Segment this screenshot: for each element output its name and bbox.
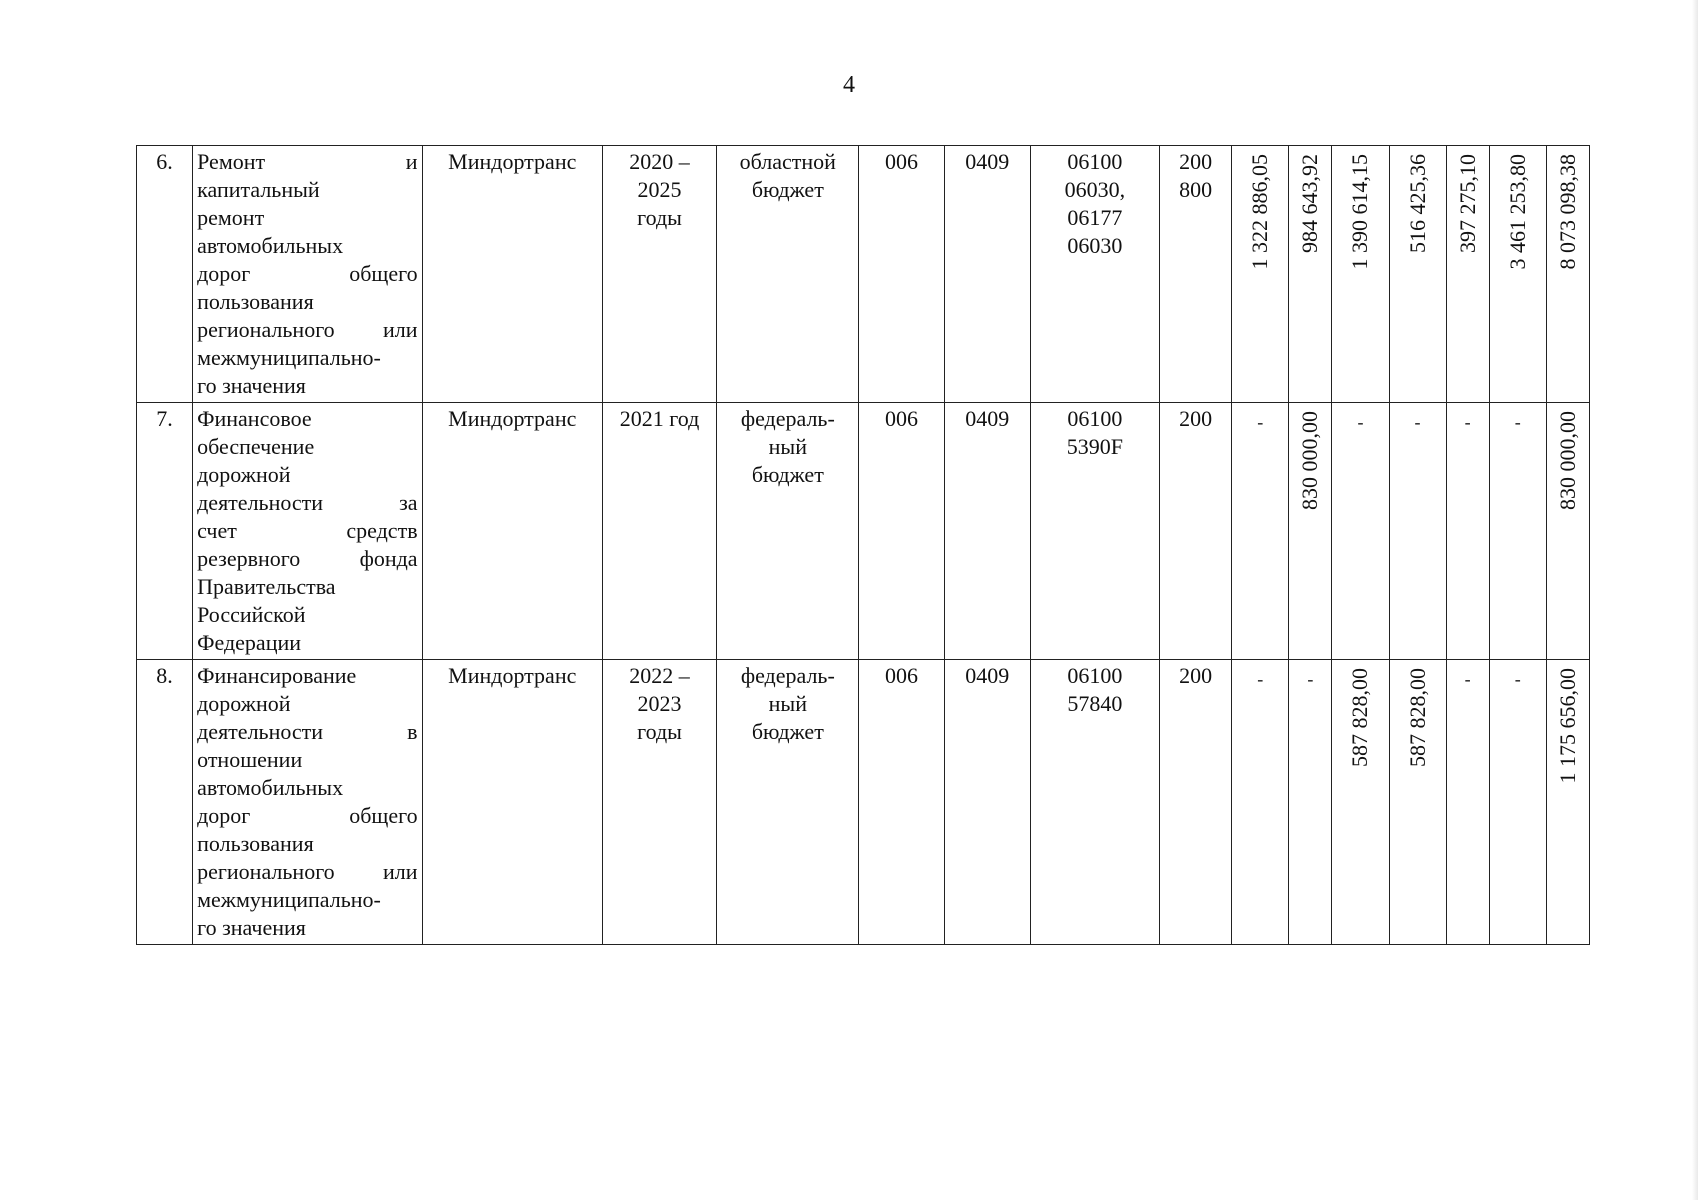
amount-cell xyxy=(1446,146,1489,403)
funding-source-cell xyxy=(717,660,859,945)
amount-value: 1 390 614,15 xyxy=(1347,154,1373,270)
funding-source-line: бюджет xyxy=(751,177,824,202)
amount-cell xyxy=(1232,403,1289,660)
amount-cell xyxy=(1289,146,1332,403)
vr-line: 200 xyxy=(1179,406,1213,431)
amount-value: 587 828,00 xyxy=(1347,668,1373,767)
period-line: 2020 – xyxy=(629,149,690,174)
period-cell xyxy=(602,146,716,403)
table-row xyxy=(137,403,1590,660)
csr-line: 06100 xyxy=(1067,663,1123,688)
amount-cell xyxy=(1446,660,1489,945)
event-name-line: межмуниципально- xyxy=(197,345,381,370)
amount-value: 3 461 253,80 xyxy=(1504,154,1530,270)
rzpr-cell: 0409 xyxy=(944,403,1030,660)
event-name-line: Финансирование xyxy=(197,663,357,688)
event-name-line: дорожной xyxy=(197,691,291,716)
amount-cell xyxy=(1332,146,1389,403)
empty-dash: - xyxy=(1514,412,1521,432)
event-name-line: го значения xyxy=(197,373,306,398)
period-line: 2021 год xyxy=(619,406,700,431)
amount-cell xyxy=(1446,403,1489,660)
empty-dash: - xyxy=(1357,412,1364,432)
funding-source-line: федераль- xyxy=(740,663,835,688)
vr-line: 800 xyxy=(1179,177,1213,202)
period-line: 2025 xyxy=(637,177,682,202)
empty-dash: - xyxy=(1464,412,1471,432)
executor-cell: Миндортранс xyxy=(422,146,602,403)
amount-cell xyxy=(1332,660,1389,945)
event-name-cell xyxy=(193,146,422,403)
event-name-line: регионального или xyxy=(197,317,418,342)
table-row xyxy=(137,660,1590,945)
event-name-cell xyxy=(193,660,422,945)
event-name-line: дорожной xyxy=(197,462,291,487)
amount-cell xyxy=(1489,403,1546,660)
amount-cell xyxy=(1389,146,1446,403)
csr-line: 06100 xyxy=(1067,406,1123,431)
amount-value: 1 175 656,00 xyxy=(1554,668,1580,784)
amount-value: 830 000,00 xyxy=(1297,411,1323,510)
period-line: 2023 xyxy=(637,691,682,716)
event-name-line: деятельности за xyxy=(197,490,418,515)
executor-cell: Миндортранс xyxy=(422,403,602,660)
amount-value: 984 643,92 xyxy=(1297,154,1323,253)
scan-edge xyxy=(1692,0,1698,1200)
event-name-line: пользования xyxy=(197,289,314,314)
row-number-cell: 6. xyxy=(137,146,193,403)
amount-cell xyxy=(1389,660,1446,945)
amount-cell xyxy=(1232,660,1289,945)
funding-source-line: федераль- xyxy=(740,406,835,431)
event-name-line: регионального или xyxy=(197,859,418,884)
vr-cell xyxy=(1160,403,1232,660)
funding-source-line: бюджет xyxy=(751,719,824,744)
row-number-cell: 7. xyxy=(137,403,193,660)
executor-cell: Миндортранс xyxy=(422,660,602,945)
event-name-line: Российской xyxy=(197,602,306,627)
event-name-line: пользования xyxy=(197,831,314,856)
empty-dash: - xyxy=(1257,412,1264,432)
funding-source-line: областной xyxy=(739,149,836,174)
amount-cell xyxy=(1489,660,1546,945)
funding-source-cell xyxy=(717,403,859,660)
empty-dash: - xyxy=(1257,669,1264,689)
event-name-line: Федерации xyxy=(197,630,302,655)
event-name-line: обеспечение xyxy=(197,434,315,459)
event-name-line: межмуниципально- xyxy=(197,887,381,912)
rzpr-cell: 0409 xyxy=(944,146,1030,403)
funding-source-cell xyxy=(717,146,859,403)
event-name-cell xyxy=(193,403,422,660)
empty-dash: - xyxy=(1307,669,1314,689)
amount-cell xyxy=(1489,146,1546,403)
grbs-cell: 006 xyxy=(859,146,944,403)
vr-line: 200 xyxy=(1179,663,1213,688)
csr-line: 06177 xyxy=(1067,205,1123,230)
funding-source-line: бюджет xyxy=(751,462,824,487)
vr-line: 200 xyxy=(1179,149,1213,174)
vr-cell xyxy=(1160,146,1232,403)
table-row xyxy=(137,146,1590,403)
event-name-line: дорог общего xyxy=(197,261,418,286)
amount-cell xyxy=(1289,660,1332,945)
amount-value: 830 000,00 xyxy=(1554,411,1580,510)
empty-dash: - xyxy=(1514,669,1521,689)
amount-value: 587 828,00 xyxy=(1404,668,1430,767)
amount-value: 1 322 886,05 xyxy=(1247,154,1273,270)
total-amount-cell xyxy=(1546,660,1589,945)
amount-value: 397 275,10 xyxy=(1454,154,1480,253)
period-line: годы xyxy=(637,719,682,744)
csr-cell xyxy=(1030,146,1159,403)
amount-value: 516 425,36 xyxy=(1404,154,1430,253)
empty-dash: - xyxy=(1414,412,1421,432)
event-name-line: капитальный xyxy=(197,177,320,202)
budget-table xyxy=(136,145,1590,945)
period-cell xyxy=(602,403,716,660)
grbs-cell: 006 xyxy=(859,403,944,660)
amount-cell xyxy=(1289,403,1332,660)
event-name-line: автомобильных xyxy=(197,775,344,800)
funding-source-line: ный xyxy=(768,691,807,716)
page-number: 4 xyxy=(843,72,855,98)
amount-cell xyxy=(1232,146,1289,403)
event-name-line: го значения xyxy=(197,915,306,940)
event-name-line: автомобильных xyxy=(197,233,344,258)
amount-cell xyxy=(1332,403,1389,660)
event-name-line: Ремонт и xyxy=(197,149,418,174)
amount-cell xyxy=(1389,403,1446,660)
empty-dash: - xyxy=(1464,669,1471,689)
event-name-line: дорог общего xyxy=(197,803,418,828)
grbs-cell: 006 xyxy=(859,660,944,945)
event-name-line: Финансовое xyxy=(197,406,312,431)
row-number-cell: 8. xyxy=(137,660,193,945)
csr-line: 5390F xyxy=(1066,434,1124,459)
period-line: годы xyxy=(637,205,682,230)
csr-line: 06100 xyxy=(1067,149,1123,174)
funding-source-line: ный xyxy=(768,434,807,459)
event-name-line: отношении xyxy=(197,747,303,772)
amount-value: 8 073 098,38 xyxy=(1554,154,1580,270)
vr-cell xyxy=(1160,660,1232,945)
rzpr-cell: 0409 xyxy=(944,660,1030,945)
csr-line: 06030 xyxy=(1067,233,1123,258)
total-amount-cell xyxy=(1546,403,1589,660)
event-name-line: резервного фонда xyxy=(197,546,418,571)
event-name-line: Правительства xyxy=(197,574,336,599)
csr-line: 57840 xyxy=(1067,691,1123,716)
csr-line: 06030, xyxy=(1064,177,1126,202)
total-amount-cell xyxy=(1546,146,1589,403)
csr-cell xyxy=(1030,660,1159,945)
event-name-line: ремонт xyxy=(197,205,265,230)
event-name-line: счет средств xyxy=(197,518,418,543)
period-line: 2022 – xyxy=(629,663,690,688)
period-cell xyxy=(602,660,716,945)
event-name-line: деятельности в xyxy=(197,719,418,744)
csr-cell xyxy=(1030,403,1159,660)
